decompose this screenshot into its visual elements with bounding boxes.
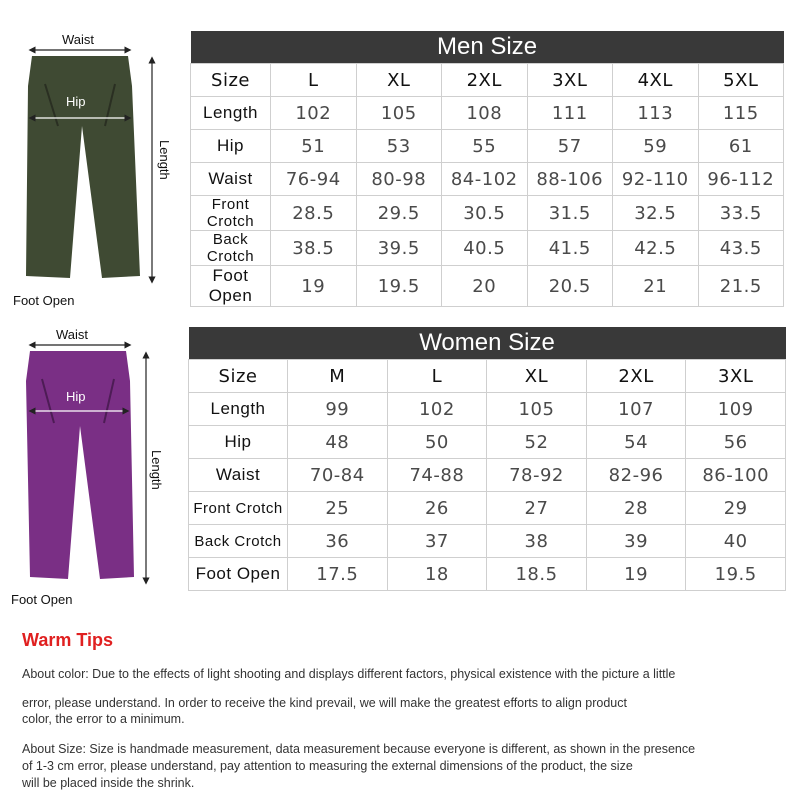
- women-pants-shape: [26, 351, 134, 579]
- cell: 80-98: [356, 163, 442, 196]
- cell: 57: [527, 130, 613, 163]
- cell: 86-100: [686, 459, 786, 492]
- size-col: 2XL: [586, 360, 686, 393]
- cell: 19.5: [686, 558, 786, 591]
- row-label: Foot Open: [189, 558, 288, 591]
- women-size-table: [188, 327, 786, 591]
- table-header-row: [191, 64, 784, 97]
- cell: 36: [288, 525, 388, 558]
- size-col: L: [271, 64, 357, 97]
- row-label: Foot Open: [191, 266, 271, 307]
- cell: 18: [387, 558, 487, 591]
- table-header-row: [189, 360, 786, 393]
- men-waist-label: Waist: [62, 32, 95, 47]
- row-label: Front Crotch: [189, 492, 288, 525]
- cell: 111: [527, 97, 613, 130]
- men-size-title: Men Size: [191, 31, 784, 64]
- row-label: Waist: [189, 459, 288, 492]
- cell: 102: [271, 97, 357, 130]
- row-label: Waist: [191, 163, 271, 196]
- cell: 26: [387, 492, 487, 525]
- table-row: [191, 97, 784, 130]
- cell: 78-92: [487, 459, 587, 492]
- size-header: Size: [191, 64, 271, 97]
- cell: 99: [288, 393, 388, 426]
- cell: 21.5: [698, 266, 784, 307]
- cell: 96-112: [698, 163, 784, 196]
- row-label: Front Crotch: [191, 196, 271, 231]
- cell: 28: [586, 492, 686, 525]
- cell: 59: [613, 130, 699, 163]
- cell: 31.5: [527, 196, 613, 231]
- cell: 20: [442, 266, 528, 307]
- tip-size-line-3: will be placed inside the shrink.: [22, 776, 195, 790]
- cell: 76-94: [271, 163, 357, 196]
- cell: 70-84: [288, 459, 388, 492]
- cell: 50: [387, 426, 487, 459]
- row-label: Back Crotch: [189, 525, 288, 558]
- cell: 107: [586, 393, 686, 426]
- cell: 55: [442, 130, 528, 163]
- size-header: Size: [189, 360, 288, 393]
- table-row: [191, 231, 784, 266]
- cell: 17.5: [288, 558, 388, 591]
- cell: 92-110: [613, 163, 699, 196]
- cell: 25: [288, 492, 388, 525]
- cell: 56: [686, 426, 786, 459]
- cell: 84-102: [442, 163, 528, 196]
- cell: 33.5: [698, 196, 784, 231]
- men-hip-label: Hip: [66, 94, 86, 109]
- table-row: [189, 492, 786, 525]
- cell: 42.5: [613, 231, 699, 266]
- size-col: 5XL: [698, 64, 784, 97]
- cell: 29.5: [356, 196, 442, 231]
- warm-tips-title: Warm Tips: [22, 630, 114, 650]
- size-col: L: [387, 360, 487, 393]
- size-col: M: [288, 360, 388, 393]
- table-row: [189, 426, 786, 459]
- cell: 21: [613, 266, 699, 307]
- row-label: Length: [189, 393, 288, 426]
- table-row: [189, 558, 786, 591]
- cell: 51: [271, 130, 357, 163]
- cell: 40.5: [442, 231, 528, 266]
- women-length-label: Length: [149, 450, 164, 490]
- cell: 40: [686, 525, 786, 558]
- cell: 37: [387, 525, 487, 558]
- row-label: Hip: [191, 130, 271, 163]
- cell: 39.5: [356, 231, 442, 266]
- cell: 48: [288, 426, 388, 459]
- cell: 52: [487, 426, 587, 459]
- cell: 38: [487, 525, 587, 558]
- cell: 43.5: [698, 231, 784, 266]
- men-foot-open-label: Foot Open: [13, 293, 75, 308]
- cell: 39: [586, 525, 686, 558]
- men-pants-shape: [26, 56, 140, 278]
- tip-color-line-3: color, the error to a minimum.: [22, 712, 185, 726]
- cell: 38.5: [271, 231, 357, 266]
- table-row: [189, 459, 786, 492]
- size-col: 4XL: [613, 64, 699, 97]
- women-waist-label: Waist: [56, 327, 89, 342]
- size-col: XL: [487, 360, 587, 393]
- men-length-label: Length: [157, 140, 172, 180]
- cell: 32.5: [613, 196, 699, 231]
- cell: 30.5: [442, 196, 528, 231]
- cell: 88-106: [527, 163, 613, 196]
- cell: 108: [442, 97, 528, 130]
- women-size-title: Women Size: [189, 327, 786, 360]
- cell: 29: [686, 492, 786, 525]
- cell: 54: [586, 426, 686, 459]
- cell: 109: [686, 393, 786, 426]
- cell: 53: [356, 130, 442, 163]
- size-col: 3XL: [686, 360, 786, 393]
- cell: 102: [387, 393, 487, 426]
- tip-color-line-2: error, please understand. In order to receive the kind prevail, we will make the greatest efforts to align product: [22, 696, 627, 710]
- tip-size-line-1: About Size: Size is handmade measurement, data measurement because everyone is different, as shown in the presence: [22, 742, 696, 756]
- table-row: [191, 196, 784, 231]
- table-row: [191, 163, 784, 196]
- men-pants-illustration: [10, 46, 180, 296]
- table-row: [191, 266, 784, 307]
- cell: 20.5: [527, 266, 613, 307]
- cell: 74-88: [387, 459, 487, 492]
- row-label: Back Crotch: [191, 231, 271, 266]
- men-size-table: [190, 31, 784, 307]
- table-row: [191, 130, 784, 163]
- cell: 19.5: [356, 266, 442, 307]
- cell: 41.5: [527, 231, 613, 266]
- tip-color-line-1: About color: Due to the effects of light shooting and displays different factors, physical existence with the picture a little: [22, 667, 676, 681]
- row-label: Hip: [189, 426, 288, 459]
- table-row: [189, 525, 786, 558]
- cell: 27: [487, 492, 587, 525]
- cell: 61: [698, 130, 784, 163]
- size-col: XL: [356, 64, 442, 97]
- cell: 19: [586, 558, 686, 591]
- cell: 28.5: [271, 196, 357, 231]
- cell: 82-96: [586, 459, 686, 492]
- cell: 115: [698, 97, 784, 130]
- size-col: 3XL: [527, 64, 613, 97]
- cell: 18.5: [487, 558, 587, 591]
- table-row: [189, 393, 786, 426]
- women-foot-open-label: Foot Open: [11, 592, 73, 607]
- cell: 19: [271, 266, 357, 307]
- cell: 105: [356, 97, 442, 130]
- row-label: Length: [191, 97, 271, 130]
- size-col: 2XL: [442, 64, 528, 97]
- women-hip-label: Hip: [66, 389, 86, 404]
- cell: 113: [613, 97, 699, 130]
- cell: 105: [487, 393, 587, 426]
- tip-size-line-2: of 1-3 cm error, please understand, pay attention to measuring the external dimensions of the product, the size: [22, 759, 633, 773]
